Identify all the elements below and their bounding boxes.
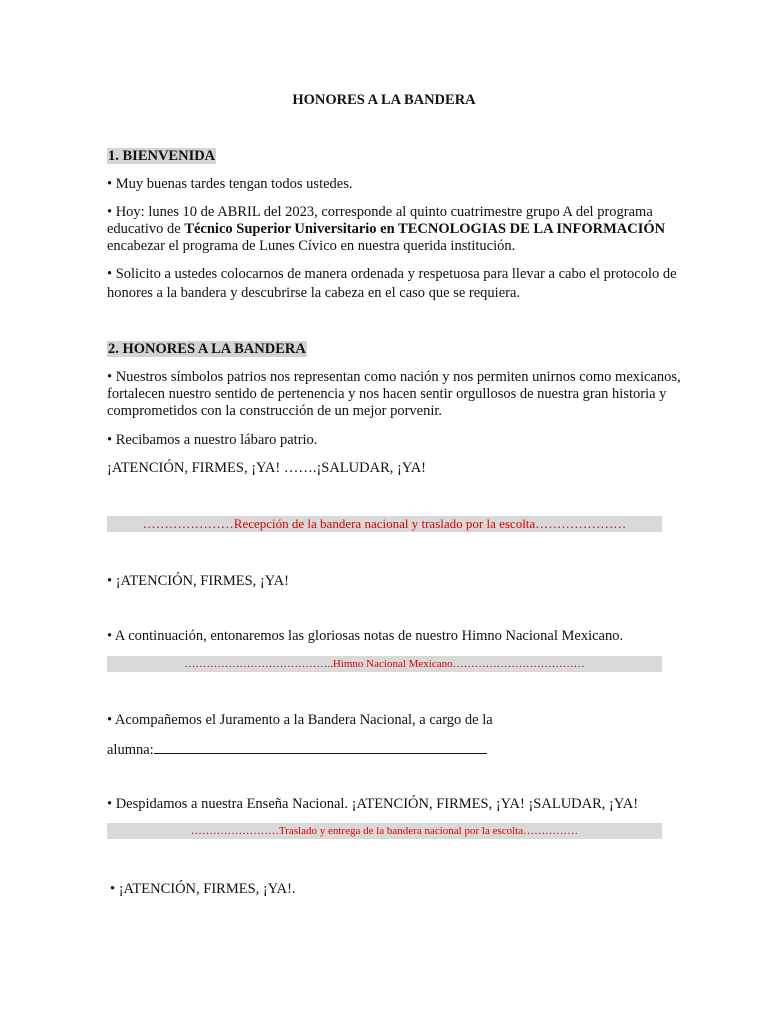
instruction-bar-transfer xyxy=(107,823,662,839)
paragraph-date-line1: • Hoy: lunes 10 de ABRIL del 2023, corresponde al quinto cuatrimestre grupo A del programa xyxy=(107,204,653,220)
paragraph-farewell: • Despidamos a nuestra Enseña Nacional. ¡ATENCIÓN, FIRMES, ¡YA! ¡SALUDAR, ¡YA! xyxy=(107,796,639,812)
instruction-text: Himno Nacional Mexicano xyxy=(332,658,453,670)
paragraph-receive-flag: • Recibamos a nuestro lábaro patrio. xyxy=(107,432,318,448)
dots-right: …………… xyxy=(523,825,579,837)
student-label: alumna: xyxy=(107,742,154,758)
paragraph-oath-line2 xyxy=(107,739,487,760)
paragraph-request-line2: honores a la bandera y descubrirse la cabeza en el caso que se requiera. xyxy=(107,285,521,301)
document-title: HONORES A LA BANDERA xyxy=(292,92,476,108)
paragraph-anthem: • A continuación, entonaremos las gloriosas notas de nuestro Himno Nacional Mexicano. xyxy=(107,628,624,644)
command-attention-final: • ¡ATENCIÓN, FIRMES, ¡YA!. xyxy=(110,881,296,897)
dots-right: ………………… xyxy=(535,516,627,531)
paragraph-symbols-line2: fortalecen nuestro sentido de pertenencia y nos hacen sentir orgullosos de nuestra gran historia y xyxy=(107,386,667,402)
command-attention: • ¡ATENCIÓN, FIRMES, ¡YA! xyxy=(107,573,289,589)
dots-right: ……………………………… xyxy=(452,658,585,670)
dots-left: ………………………………….. xyxy=(184,658,333,670)
section-heading-honores xyxy=(107,340,307,358)
section-heading-text: 1. BIENVENIDA xyxy=(108,148,216,164)
paragraph-date-line3: encabezar el programa de Lunes Cívico en nuestra querida institución. xyxy=(107,238,516,254)
paragraph-request-line1: • Solicito a ustedes colocarnos de manera ordenada y respetuosa para llevar a cabo el protocolo de xyxy=(107,266,677,282)
instruction-bar-anthem xyxy=(107,656,662,672)
instruction-text: Traslado y entrega de la bandera nacional por la escolta xyxy=(278,825,524,837)
instruction-bar-reception xyxy=(107,516,662,532)
program-name: Técnico Superior Universitario en TECNOLOGIAS DE LA INFORMACIÓN xyxy=(184,221,666,237)
student-name-blank xyxy=(154,739,487,754)
paragraph-greeting: • Muy buenas tardes tengan todos ustedes. xyxy=(107,176,353,192)
section-heading-bienvenida xyxy=(107,147,216,165)
paragraph-oath-line1: • Acompañemos el Juramento a la Bandera Nacional, a cargo de la xyxy=(107,712,493,728)
dots-left: ………………… xyxy=(142,516,234,531)
command-attention-salute: ¡ATENCIÓN, FIRMES, ¡YA! …….¡SALUDAR, ¡YA! xyxy=(107,460,426,476)
instruction-text: Recepción de la bandera nacional y traslado por la escolta xyxy=(233,516,536,531)
section-heading-text: 2. HONORES A LA BANDERA xyxy=(108,341,306,357)
paragraph-date-line2-start: educativo de xyxy=(107,221,185,237)
paragraph-symbols-line3: comprometidos con la construcción de un mejor porvenir. xyxy=(107,403,443,419)
paragraph-symbols-line1: • Nuestros símbolos patrios nos representan como nación y nos permiten unirnos como mexicanos, xyxy=(107,369,681,385)
dots-left: …………………… xyxy=(190,825,279,837)
